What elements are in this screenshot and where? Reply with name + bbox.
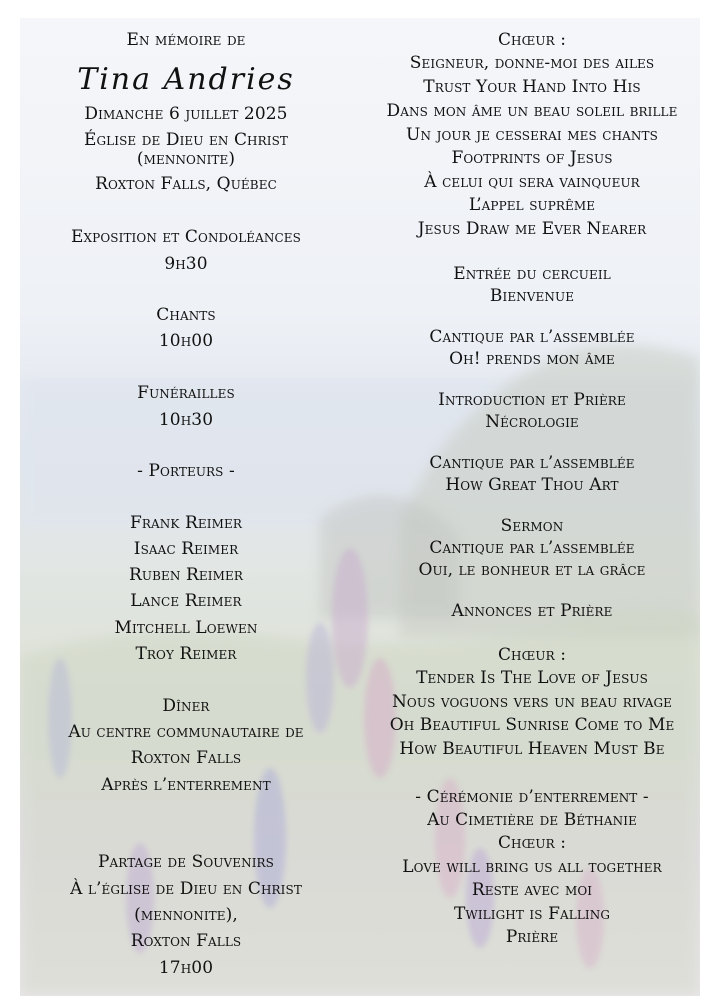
- program-page: [20, 18, 700, 996]
- deceased-name-signature: Tina Andries: [77, 62, 295, 97]
- bearer-name: Ruben Reimer: [129, 565, 243, 585]
- choir-song: Oh Beautiful Sunrise Come to Me: [389, 715, 675, 735]
- hymn-song: How Great Thou Art: [445, 475, 619, 495]
- bearer-name: Isaac Reimer: [133, 539, 239, 559]
- announcements: Annonces et Prière: [451, 601, 613, 621]
- exposition-time: 9h30: [164, 254, 208, 274]
- choir-song: Twilight is Falling: [453, 904, 611, 924]
- dinner-when: Après l’enterrement: [101, 775, 271, 795]
- intro-prayer: Introduction et Prière: [438, 390, 626, 410]
- sermon: Sermon: [500, 516, 564, 536]
- final-prayer: Prière: [505, 927, 559, 947]
- choir-title: Chœur :: [497, 833, 567, 853]
- choir-song: Nous voguons vers un beau rivage: [391, 692, 673, 712]
- hymn-song: Oui, le bonheur et la grâce: [418, 560, 646, 580]
- funeral-title: Funérailles: [137, 383, 235, 403]
- dinner-town: Roxton Falls: [130, 748, 242, 768]
- welcome: Bienvenue: [489, 286, 575, 306]
- sharing-denomination: (mennonite),: [134, 905, 238, 925]
- hymn-title: Cantique par l’assemblée: [429, 327, 635, 347]
- choir-song: Seigneur, donne-moi des ailes: [409, 53, 655, 73]
- bearer-name: Mitchell Loewen: [114, 618, 258, 638]
- service-location: Roxton Falls, Québec: [95, 174, 277, 194]
- chants-title: Chants: [156, 305, 216, 325]
- sharing-venue: À l’église de Dieu en Christ: [70, 879, 302, 899]
- bearer-name: Troy Reimer: [135, 644, 237, 664]
- service-date: Dimanche 6 juillet 2025: [84, 104, 288, 124]
- choir-song: How Beautiful Heaven Must Be: [399, 739, 665, 759]
- choir-song: Love will bring us all together: [402, 857, 662, 877]
- dinner-title: Dîner: [162, 696, 210, 716]
- choir-song: Tender Is The Love of Jesus: [416, 668, 648, 688]
- choir-song: À celui qui sera vainqueur: [424, 172, 640, 192]
- exposition-title: Exposition et Condoléances: [71, 227, 301, 247]
- sharing-title: Partage de Souvenirs: [98, 852, 274, 872]
- church-name: Église de Dieu en Christ: [83, 130, 289, 150]
- bearers-title: - Porteurs -: [137, 461, 235, 481]
- bearer-name: Lance Reimer: [130, 591, 242, 611]
- choir-song: L’appel suprême: [468, 195, 596, 215]
- bearer-name: Frank Reimer: [130, 513, 242, 533]
- memorial-label: En mémoire de: [126, 30, 246, 50]
- choir-song: Footprints of Jesus: [451, 148, 613, 168]
- choir-song: Reste avec moi: [471, 880, 593, 900]
- choir-title: Chœur :: [497, 645, 567, 665]
- choir-song: Jesus Draw me Ever Nearer: [417, 219, 647, 239]
- choir-song: Dans mon âme un beau soleil brille: [386, 101, 678, 121]
- obituary: Nécrologie: [485, 412, 579, 432]
- sharing-town: Roxton Falls: [130, 931, 242, 951]
- choir-title: Chœur :: [497, 30, 567, 50]
- hymn-title: Cantique par l’assemblée: [429, 538, 635, 558]
- sharing-time: 17h00: [158, 958, 214, 978]
- chants-time: 10h00: [158, 331, 214, 351]
- hymn-title: Cantique par l’assemblée: [429, 453, 635, 473]
- choir-song: Un jour je cesserai mes chants: [406, 125, 658, 145]
- burial-title: - Cérémonie d’enterrement -: [415, 787, 649, 807]
- church-denomination: (mennonite): [136, 149, 236, 169]
- choir-song: Trust Your Hand Into His: [423, 77, 641, 97]
- funeral-time: 10h30: [158, 410, 214, 430]
- dinner-venue: Au centre communautaire de: [68, 722, 304, 742]
- casket-entry: Entrée du cercueil: [453, 264, 611, 284]
- burial-place: Au Cimetière de Béthanie: [427, 810, 637, 830]
- hymn-song: Oh! prends mon âme: [449, 349, 615, 369]
